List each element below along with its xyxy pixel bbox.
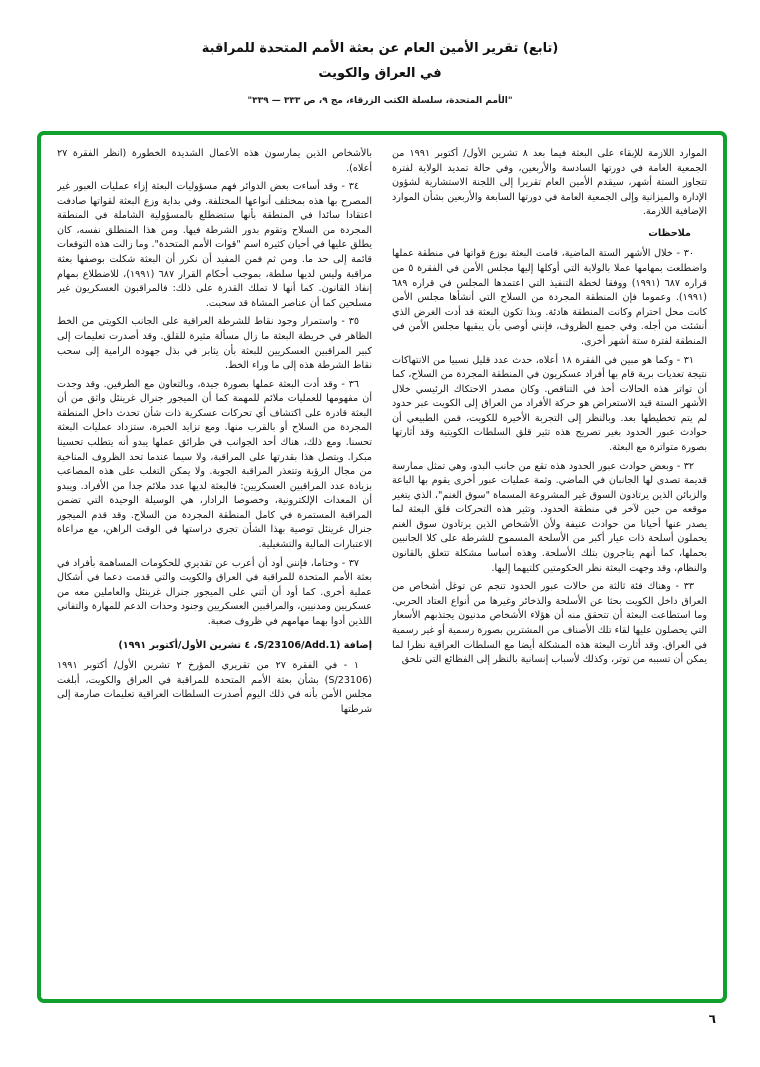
paragraph: الموارد اللازمة للإبقاء على البعثة فيما بعد ٨ تشرين الأول/ أكتوبر ١٩٩١ من الجمعية العامة في دورتها السادسة والأربعين، وفي حالة تمديد الولاية لفترة تتجاوز الستة أشهر، سيقدم الأمين العام تقريرا إلى اللجنة الاستشارية لشؤون الإدارة والميزانية وإلى الجمعية العامة في دورتها السابعة والأربعين بشأن الموارد الإضافية اللازمة. (392, 148, 707, 218)
paragraph: ٣١ - وكما هو مبين في الفقرة ١٨ أعلاه، حدث عدد قليل نسبيا من الانتهاكات نتيجة تعديات برية قام بها أفراد عسكريون في المنطقة المجردة من السلاح، كما أن تواتر هذه الحالات أخذ في التناقص. وكان مصدر الاحتكاك الرئيسي خلال الأشهر الستة قيد الاستعراض هو حركة الأفراد من العراق إلى الكويت عبر حدود لم يتم تخطيطها بعد. وبالنظر إلى التجربة الأخيرة للكويت، فمن الطبيعي أن حوادث عبور الحدود بغير تصريح هذه تثير قلق السلطات الكويتية وقد أثارتها بصورة متواترة مع البعثة. (392, 354, 707, 453)
paragraph: ٣٢ - وبعض حوادث عبور الحدود هذه تقع من جانب البدو، وهي تمثل ممارسة قديمة تصدى لها الجانبان في الماضي. وثمة عمليات عبور أخرى يقوم بها الباعة والزبائن الذين يرتادون السوق غير المشروعة المسماة "سوق الغنم"، الذي يتغير موقعه من حين لآخر في منطقة الحدود. وتثير هذه التحركات قلق البعثة لما يصدر عنها أحيانا من حوادث عنيفة ولأن الأشخاص الذين يرتادون سوق الغنم يحملون أسلحة ذات عيار أكبر من الأسلحة المسموح للشرطة على كلا الجانبين بحملها، كما أنهم يتاجرون بتلك الأسلحة. وهذه أساسا مشكلة تتعلق بالقانون والنظام، وقد وجهت البعثة نظر الحكومتين كلتيهما إليها. (392, 460, 707, 574)
two-column-layout (57, 147, 707, 989)
document-title-line-1: (تابع) تقرير الأمين العام عن بعثة الأمم المتحدة للمراقبة (201, 41, 559, 56)
paragraph: ٣٧ - وختاما، فإنني أود أن أعرب عن تقديري للحكومات المساهمة بأفراد في بعثة الأمم المتحدة للمراقبة في العراق والكويت والتي قدمت دعما في أشكال عملية أخرى. كما أود أن أثني على الميجور جنرال غرينئل والعاملين معه من عسكريين ومدنيين، والمراقبين العسكريين وجنود وحدات الدعم للمهارة والتفاني اللذين أدوا بهما مهامهم في ظروف صعبة. (57, 557, 372, 627)
right-column (392, 147, 707, 989)
page-number: ٦ (708, 1012, 716, 1026)
paragraph: بالأشخاص الذين يمارسون هذه الأعمال الشديدة الخطورة (انظر الفقرة ٢٧ أعلاه). (57, 148, 372, 174)
paragraph: ١ - في الفقرة ٢٧ من تقريري المؤرخ ٢ تشرين الأول/ أكتوبر ١٩٩١ (S/23106) بشأن بعثة الأمم المتحدة للمراقبة في العراق والكويت، أبلغت مجلس الأمن بأنه في ذلك اليوم أصدرت السلطات العراقية تعليمات صارمة إلى شرطتها (57, 660, 372, 715)
paragraph: ٣٤ - وقد أساءت بعض الدوائر فهم مسؤوليات البعثة إزاء عمليات العبور غير المصرح بها هذه بمختلف أنواعها المختلفة. وفي بداية وزع البعثة لقواتها صادفت اعتقادا سائدا في المنطقة بأنها ستضطلع بالمسؤولية الشاملة في المنطقة المجردة من السلاح وتقوم بدور الشرطة فيها. ومن هذا المنطلق نفسه، كان يطلق عليها في أحيان كثيرة اسم "قوات الأمم المتحدة". وما زالت هذه التوقعات قائمة إلى حد ما. ومن ثم فمن المفيد أن نكرر أن البعثة شكلت بوصفها بعثة مراقبة وليس لديها سلطة، بموجب أحكام القرار ٦٨٧ (١٩٩١)، للاضطلاع بمهام إنفاذ القانون. كما أنها لا تملك القدرة على ذلك: فالمراقبون العسكريون غير مسلحين كما أن عناصر المشاة قد سحبت. (57, 181, 372, 309)
paragraph: ٣٥ - واستمرار وجود نقاط للشرطة العراقية على الجانب الكويتي من الخط الظاهر في خريطة البعثة ما زال مسألة مثيرة للقلق. وقد أصدرت تعليمات إلى كبير المراقبين العسكريين للبعثة بأن يثابر في بذل جهوده الرامية إلى سحب نقاط الشرطة هذه إلى ما وراء الخط. (57, 316, 372, 372)
document-header (0, 0, 760, 106)
paragraph: ٣٣ - وهناك فئة ثالثة من حالات عبور الحدود تنجم عن توغل أشخاص من العراق داخل الكويت بحثا عن الأسلحة والذخائر وغيرها من أنواع العتاد الحربي. وما استطاعت البعثة أن تتحقق منه أن هؤلاء الأشخاص مدنيون يجتذبهم الأسعار التي يحصلون عليها لقاء تلك الأصناف من المشترين بصورة رسمية أو غير رسمية في العراق. وقد أثارت البعثة هذه المشكلة أيضا مع السلطات العراقية نظرا لما يمكن أن تسببه من توتر، وكذلك لأسباب إنسانية بالنظر إلى الفظائع التي تلحق (392, 581, 707, 666)
section-heading: إضافة (S/23106/Add.1، ٤ تشرين الأول/أكتوبر ١٩٩١) (118, 639, 372, 651)
section-heading: ملاحظات (648, 227, 691, 239)
paragraph: ٣٦ - وقد أدت البعثة عملها بصورة جيدة، وبالتعاون مع الطرفين. وقد وجدت أن مفهومها للعمليات ملائم للمهمة كما أن الميجور جنرال غرينئل واثق من أن البعثة قادرة على اكتشاف أي تحركات عسكرية ذات شأن تحدث داخل المنطقة المجردة من السلاح أو بالقرب منها. ومع تزايد الخبرة، ستزداد عمليات البعثة تحسنا. ومع ذلك، هناك أحد الجوانب في طرائق عملها يبدو أنه يتطلب تحسينا مبكرا. ويتصل هذا بقدرتها على المراقبة، ولا سيما عندما تحد الظروف المناخية من مجال الرؤية وتتعذر المراقبة الجوية. ولا يمكن التغلب على هذه المصاعب بزيادة عدد المراقبين العسكريين: فالبعثة لديها عدد ملائم جدا من الأفراد. ويبدو أن المعدات الإلكترونية، وخصوصا الرادار، هي الوسيلة الوحيدة التي تضمن المراقبة المستمرة في كامل المنطقة المجردة من السلاح. وقد قدم الميجور جنرال غرينئل توصية بهذا الشأن تجري دراستها في الوقت الراهن، مع مراعاة الاعتبارات المالية والتشغيلية. (57, 378, 372, 551)
document-source-line: "الأمم المتحدة، سلسلة الكتب الزرقاء، مج ٩، ص ٣٣٣ — ٣٣٩" (247, 95, 513, 106)
bordered-content-frame (37, 131, 727, 1003)
document-title-line-2: في العراق والكويت (318, 66, 442, 82)
left-column (57, 147, 372, 989)
paragraph: ٣٠ - خلال الأشهر الستة الماضية، قامت البعثة بوزع قواتها في منطقة عملها واضطلعت بمهامها عملا بالولاية التي أوكلها إليها مجلس الأمن في الفقرة ٥ من قراره ٦٨٧ (١٩٩١) ووفقا لخطة التنفيذ التي اعتمدها المجلس في قراره ٦٨٩ (١٩٩١). وعموما فإن المنطقة المجردة من السلاح التي أنشأها مجلس الأمن كانت محل احترام وكانت المنطقة هادئة. وبذا تكون البعثة قد أدت الغرض الذي أنشئت من أجله. وفي جميع الظروف، فإنني أوصي بأن يبقيها مجلس الأمن في المنطقة لفترة ستة أشهر أخرى. (392, 248, 707, 347)
